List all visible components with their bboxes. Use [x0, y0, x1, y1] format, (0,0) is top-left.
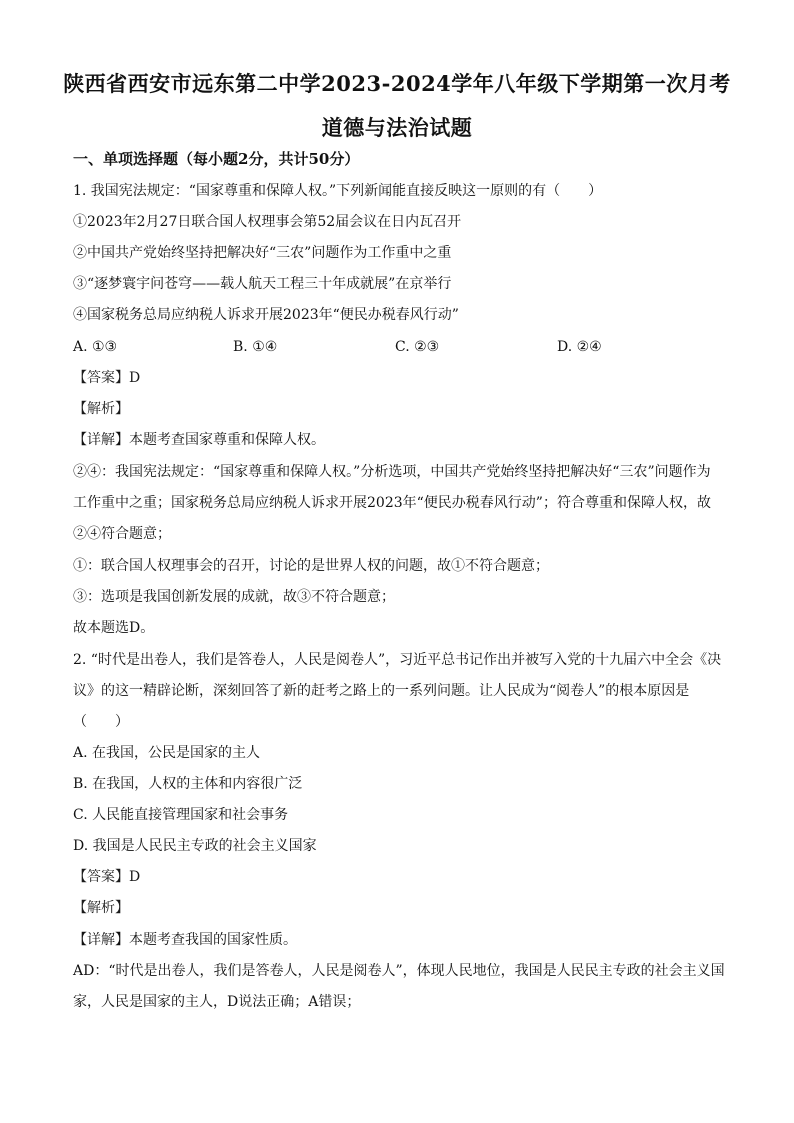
q1-stem: 1. 我国宪法规定：“国家尊重和保障人权。”下列新闻能直接反映这一原则的有（ ）: [73, 183, 603, 199]
q1-option-c: C. ②③: [395, 339, 440, 355]
q2-option-b: B. 在我国，人权的主体和内容很广泛: [73, 776, 303, 792]
exam-subtitle: 道德与法治试题: [321, 115, 473, 140]
q2-option-a: A. 在我国，公民是国家的主人: [73, 745, 261, 761]
q2-option-c: C. 人民能直接管理国家和社会事务: [73, 807, 289, 823]
q2-analysis-label: 【解析】: [73, 900, 129, 916]
q1-explanation-line: 工作重中之重；国家税务总局应纳税人诉求开展2023年“便民办税春风行动”；符合尊重和保障人权，故: [73, 495, 711, 511]
q1-conclusion: 故本题选D。: [73, 620, 155, 636]
q1-explanation-line: ①：联合国人权理事会的召开，讨论的是世界人权的问题，故①不符合题意；: [73, 558, 549, 574]
q2-option-d: D. 我国是人民民主专政的社会主义国家: [73, 838, 317, 854]
q2-stem-line: （ ）: [73, 714, 129, 730]
q2-explanation-line: AD：“时代是出卷人，我们是答卷人，人民是阅卷人”，体现人民地位，我国是人民民主专政的社会主义国: [73, 963, 725, 979]
q1-answer: 【答案】D: [73, 370, 141, 386]
q2-stem-line: 2. “时代是出卷人，我们是答卷人，人民是阅卷人”，习近平总书记作出并被写入党的十九届六中全会《决: [73, 652, 722, 668]
q2-explanation-line: 家，人民是国家的主人，D说法正确；A错误；: [73, 994, 361, 1010]
q1-analysis-label: 【解析】: [73, 401, 129, 417]
exam-title: 陕西省西安市远东第二中学2023-2024学年八年级下学期第一次月考: [63, 71, 731, 96]
q2-detail: 【详解】本题考查我国的国家性质。: [73, 932, 297, 948]
q1-explanation-line: ②④：我国宪法规定：“国家尊重和保障人权。”分析选项，中国共产党始终坚持把解决好“三农”问题作为: [73, 464, 711, 480]
q1-option-d: D. ②④: [557, 339, 602, 355]
section-heading: 一、单项选择题（每小题2分，共计50分）: [73, 150, 360, 168]
q1-detail: 【详解】本题考查国家尊重和保障人权。: [73, 432, 325, 448]
q1-option-a: A. ①③: [73, 339, 118, 355]
q1-item-4: ④国家税务总局应纳税人诉求开展2023年“便民办税春风行动”: [73, 307, 459, 323]
q1-option-b: B. ①④: [233, 339, 278, 355]
q1-item-1: ①2023年2月27日联合国人权理事会第52届会议在日内瓦召开: [73, 214, 462, 230]
q1-explanation-line: ②④符合题意；: [73, 526, 171, 542]
q1-explanation-line: ③：选项是我国创新发展的成就，故③不符合题意；: [73, 589, 395, 605]
q2-stem-line: 议》的这一精辟论断，深刻回答了新的赶考之路上的一系列问题。让人民成为“阅卷人”的根本原因是: [73, 683, 690, 699]
q2-answer: 【答案】D: [73, 869, 141, 885]
q1-item-3: ③“逐梦寰宇问苍穹——载人航天工程三十年成就展”在京举行: [73, 276, 452, 292]
q1-item-2: ②中国共产党始终坚持把解决好“三农”问题作为工作重中之重: [73, 245, 452, 261]
